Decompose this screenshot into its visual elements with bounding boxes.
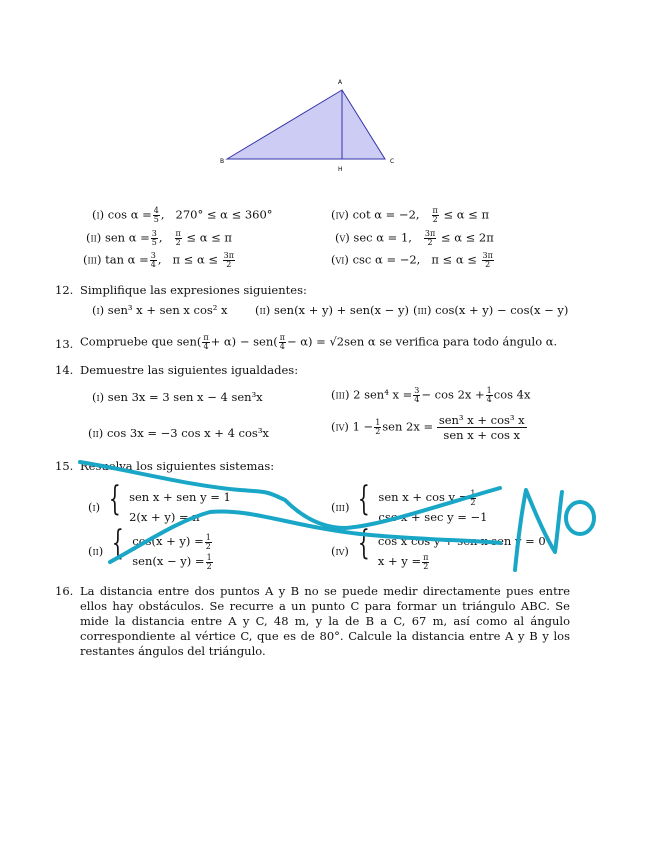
ex14-item-iv: (iv) 1 − $\frac{1}{2}$ sen 2x = sen³ x + cos³ x sen x + cos x [331, 413, 525, 442]
ex11-item-v: (v) sec α = 1, $\frac{3\pi}{2}$ ≤ α ≤ 2π [335, 229, 494, 247]
handwritten-o-stroke [566, 502, 594, 534]
ex15-system-ii: (ii) { cos(x + y) = $\frac{1}{2}$ sen(x − y) = $\frac{1}{2}$ [88, 523, 212, 571]
ex13-number: 13. [55, 337, 74, 351]
ex15-number: 15. [55, 459, 74, 473]
ex11-item-vi: (vi) csc α = −2, π ≤ α ≤ $\frac{3\pi}{2}$ [331, 251, 493, 269]
ex12-number: 12. [55, 283, 74, 297]
ex11-item-iii: (iii) tan α = $\frac{3}{4}$ , π ≤ α ≤ $\frac{3\pi}{2}$ [83, 251, 235, 269]
handwritten-no-text: No [515, 570, 517, 571]
vertex-h-label: H [338, 166, 343, 173]
ex12-item-i: (i) sen³ x + sen x cos² x [92, 303, 228, 317]
ex16-text: La distancia entre dos puntos A y B no se puede medir directamente pues entre ellos hay obstáculos. Se recurre a un punto C para formar un triángulo ABC. Se mide la distancia entre A y C, 48 m, y la de B a C, 67 m, así como al ángulo correspondiente al vértice C, que es de 80°. Calcule la distancia entre A y B y los restantes ángulos del triángulo. [80, 584, 570, 658]
ex15-title: Resuelva los siguientes sistemas: [80, 459, 275, 473]
ex14-item-i: (i) sen 3x = 3 sen x − 4 sen³x [92, 390, 263, 404]
ex11-item-iv: (iv) cot α = −2, $\frac{\pi}{2}$ ≤ α ≤ π [331, 206, 489, 224]
scribble-stroke-2 [110, 511, 500, 562]
ex12-item-ii: (ii) sen(x + y) + sen(x − y) [255, 303, 409, 317]
ex12-item-iii: (iii) cos(x + y) − cos(x − y) [413, 303, 569, 317]
ex15-system-iii: (iii) { sen x + cos y = $\frac{1}{2}$ csc x + sec y = −1 [331, 479, 488, 524]
ex11-item-i: (i) cos α = $\frac{4}{5}$ , 270° ≤ α ≤ 360° [92, 206, 273, 224]
ex16-number: 16. [55, 584, 74, 598]
scribble-stroke-1 [80, 462, 500, 528]
ex14-title: Demuestre las siguientes igualdades: [80, 363, 299, 377]
vertex-c-label: C [390, 158, 395, 165]
ex14-number: 14. [55, 363, 74, 377]
vertex-a-label: A [338, 79, 343, 86]
vertex-b-label: B [220, 158, 225, 165]
ex12-title: Simplifique las expresiones siguientes: [80, 283, 307, 297]
ex14-item-ii: (ii) cos 3x = −3 cos x + 4 cos³x [88, 426, 269, 440]
ex15-system-i: (i) { sen x + sen y = 1 2(x + y) = π [88, 479, 231, 524]
ex13-statement: Compruebe que sen( $\frac{\pi}{4}$ + α) − sen( $\frac{\pi}{4}$ − α) = √2sen α se verifica para todo ángulo α. [80, 333, 558, 351]
ex11-item-ii: (ii) sen α = $\frac{3}{5}$ , $\frac{\pi}{2}$ ≤ α ≤ π [86, 229, 232, 247]
ex14-item-iii: (iii) 2 sen⁴ x = $\frac{3}{4}$ − cos 2x + $\frac{1}{4}$ cos 4x [331, 386, 531, 404]
ex15-system-iv: (iv) { cos x cos y + sen x sen y = 0 x + y = $\frac{\pi}{2}$ [331, 523, 546, 571]
handwritten-n-stroke [515, 490, 562, 570]
